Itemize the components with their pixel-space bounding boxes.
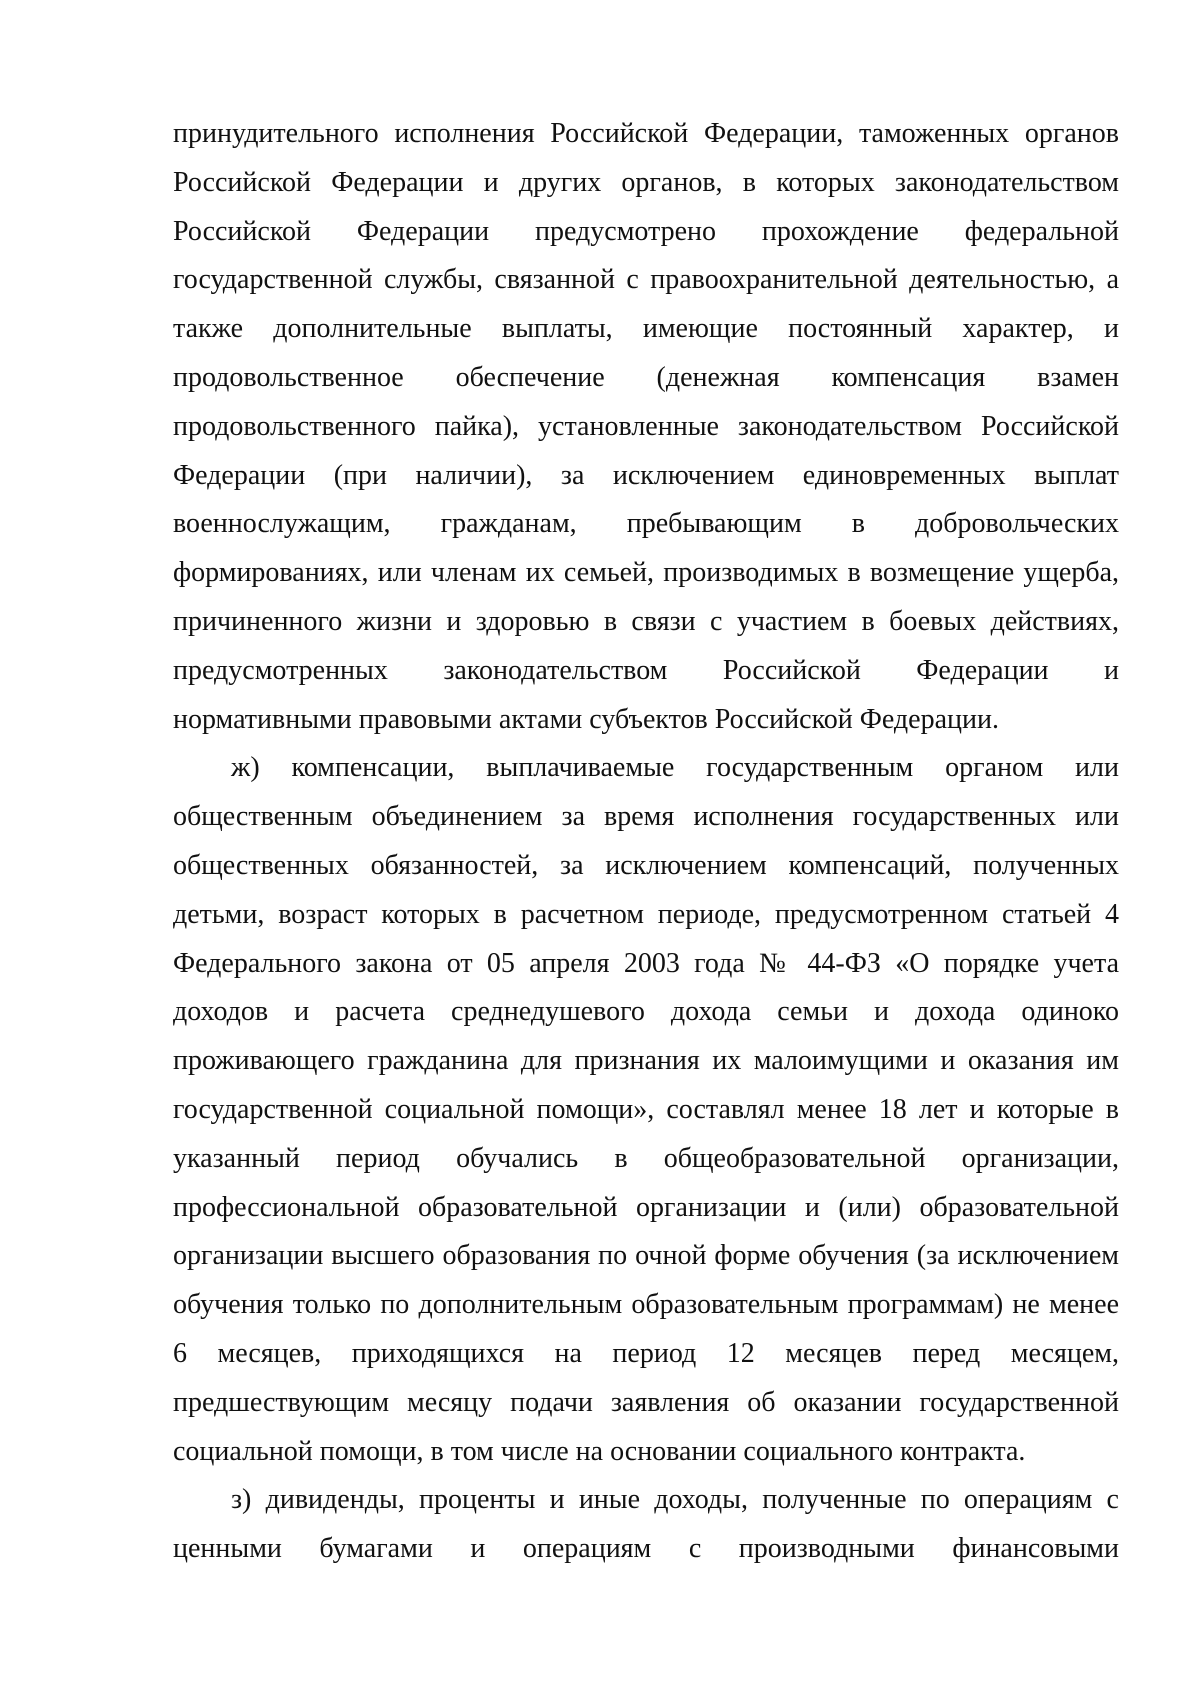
- text-line: государственной службы, связанной с правоохранительной деятельностью, а: [173, 264, 1119, 296]
- text-line: организации высшего образования по очной форме обучения (за исключением: [173, 1240, 1119, 1272]
- text-line: также дополнительные выплаты, имеющие постоянный характер, и: [173, 313, 1119, 345]
- text-line: социальной помощи, в том числе на основании социального контракта.: [173, 1435, 1026, 1467]
- text-line: продовольственного пайка), установленные законодательством Российской: [173, 410, 1119, 442]
- text-line: Федерального закона от 05 апреля 2003 года № 44-ФЗ «О порядке учета: [173, 947, 1119, 979]
- text-line: 6 месяцев, приходящихся на период 12 месяцев перед месяцем,: [173, 1337, 1119, 1369]
- text-line: обучения только по дополнительным образовательным программам) не менее: [173, 1289, 1119, 1321]
- paragraph-z: [173, 1476, 1119, 1574]
- text-line: проживающего гражданина для признания их малоимущими и оказания им: [173, 1045, 1119, 1077]
- text-line: общественных обязанностей, за исключением компенсаций, полученных: [173, 849, 1119, 881]
- text-line: общественным объединением за время исполнения государственных или: [173, 801, 1119, 833]
- text-line: военнослужащим, гражданам, пребывающим в добровольческих: [173, 508, 1119, 540]
- text-line: государственной социальной помощи», составлял менее 18 лет и которые в: [173, 1093, 1119, 1125]
- text-line: детьми, возраст которых в расчетном периоде, предусмотренном статьей 4: [173, 898, 1119, 930]
- paragraph-continued: [173, 110, 1119, 744]
- text-line: ж) компенсации, выплачиваемые государственным органом или: [231, 752, 1119, 784]
- text-line: предусмотренных законодательством Российской Федерации и: [173, 654, 1119, 686]
- document-body: [173, 110, 1119, 1574]
- text-line: Российской Федерации предусмотрено прохождение федеральной: [173, 215, 1119, 247]
- text-line: предшествующим месяцу подачи заявления об оказании государственной: [173, 1386, 1119, 1418]
- text-line: з) дивиденды, проценты и иные доходы, полученные по операциям с: [231, 1484, 1119, 1516]
- text-line: доходов и расчета среднедушевого дохода семьи и дохода одиноко: [173, 996, 1119, 1028]
- text-line: продовольственное обеспечение (денежная компенсация взамен: [173, 361, 1119, 393]
- text-line: ценными бумагами и операциям с производными финансовыми: [173, 1533, 1119, 1565]
- text-line: указанный период обучались в общеобразовательной организации,: [173, 1142, 1119, 1174]
- text-line: формированиях, или членам их семьей, производимых в возмещение ущерба,: [173, 557, 1119, 589]
- text-line: причиненного жизни и здоровью в связи с участием в боевых действиях,: [173, 605, 1119, 637]
- text-line: Федерации (при наличии), за исключением единовременных выплат: [173, 459, 1119, 491]
- text-line: принудительного исполнения Российской Федерации, таможенных органов: [173, 118, 1119, 149]
- text-line: профессиональной образовательной организации и (или) образовательной: [173, 1191, 1119, 1223]
- paragraph-zh: [173, 744, 1119, 1476]
- text-line: Российской Федерации и других органов, в которых законодательством: [173, 166, 1119, 198]
- text-line: нормативными правовыми актами субъектов Российской Федерации.: [173, 703, 999, 735]
